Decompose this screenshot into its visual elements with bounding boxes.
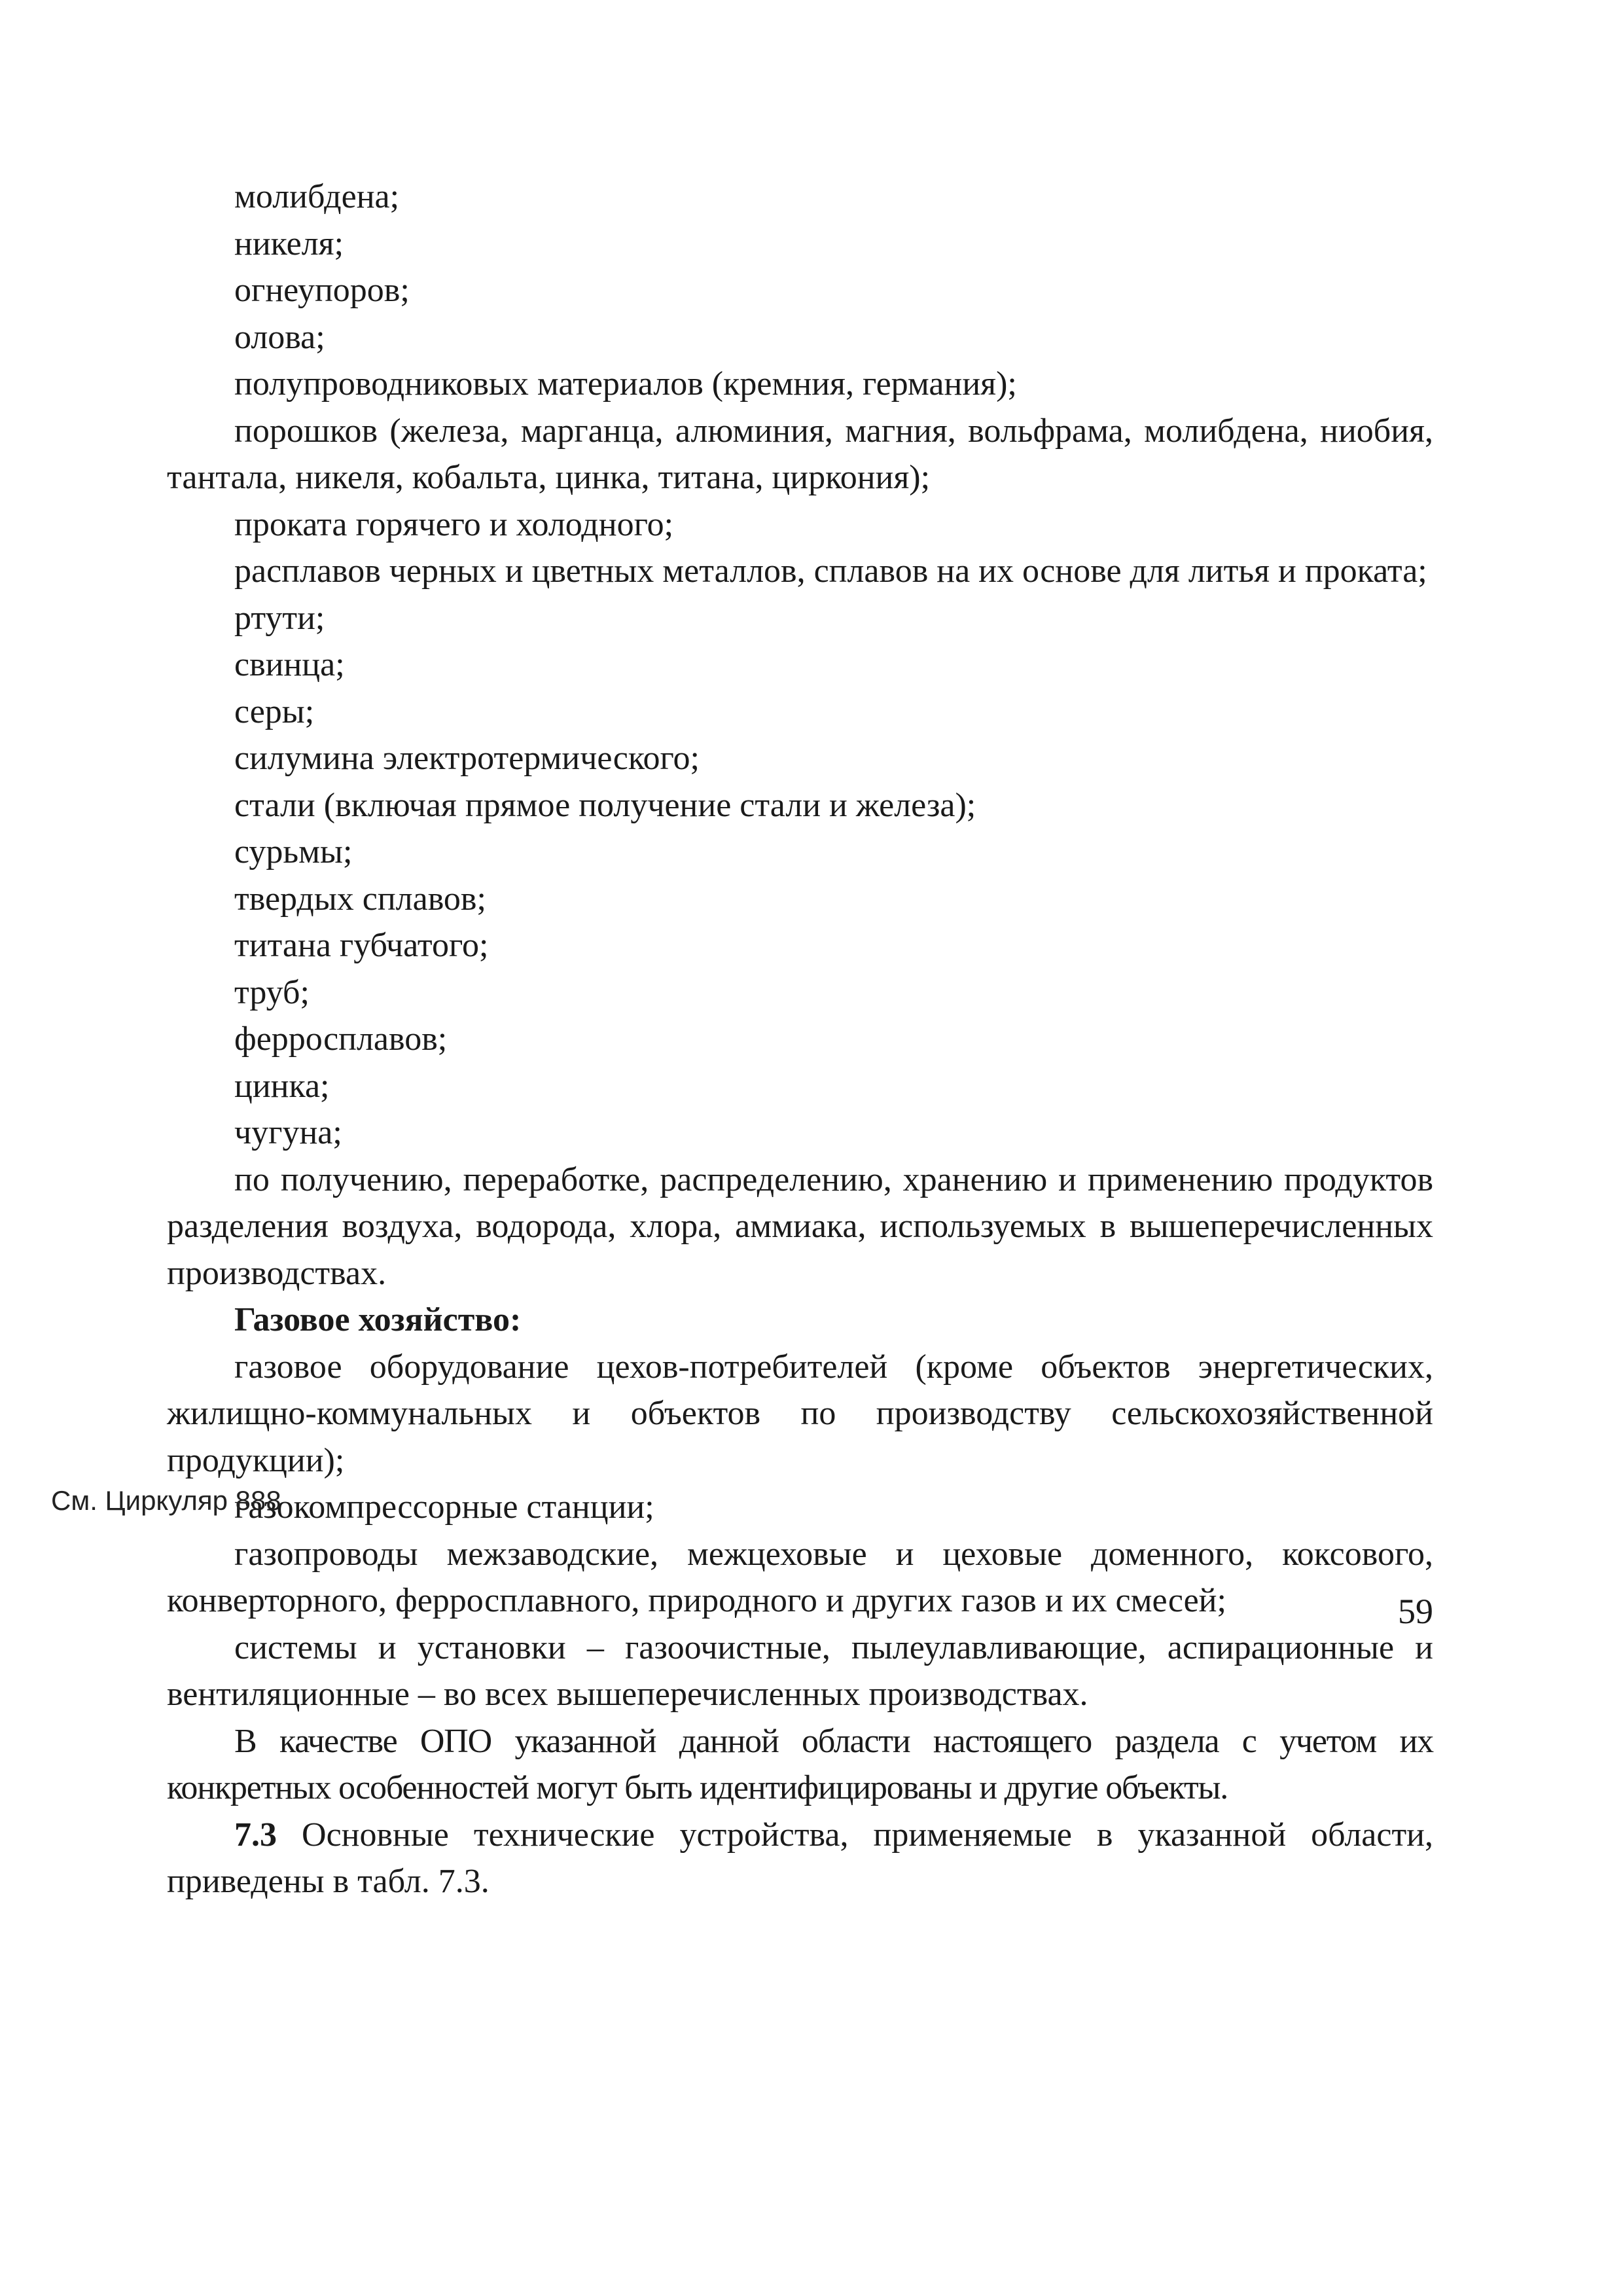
closing-paragraph: В качестве ОПО указанной данной области настоящего раздела с учетом их конкретных особенностей могут быть идентифицированы и другие объекты. bbox=[167, 1722, 1433, 1806]
section-number: 7.3 bbox=[234, 1816, 277, 1854]
section-text: Основные технические устройства, применяемые в указанной области, приведены в табл. 7.3. bbox=[167, 1816, 1433, 1900]
list-item: чугуна; bbox=[234, 1114, 342, 1151]
gas-list-item: системы и установки – газоочистные, пылеулавливающие, аспирационные и вентиляционные – во всех вышеперечисленных производствах. bbox=[167, 1628, 1433, 1713]
list-item: сурьмы; bbox=[234, 833, 353, 870]
list-item: олова; bbox=[234, 318, 325, 356]
gas-list-item: газовое оборудование цехов-потребителей (кроме объектов энергетических, жилищно-коммунальных и объектов по производству сельскохозяйственной продукции); bbox=[167, 1348, 1433, 1479]
list-item: по получению, переработке, распределению, хранению и применению продуктов разделения воздуха, водорода, хлора, аммиака, используемых в вышеперечисленных производствах. bbox=[167, 1160, 1433, 1292]
list-item: проката горячего и холодного; bbox=[234, 505, 674, 543]
list-item: стали (включая прямое получение стали и железа); bbox=[234, 786, 976, 824]
list-item: труб; bbox=[234, 973, 310, 1011]
list-item: цинка; bbox=[234, 1067, 330, 1105]
list-item: свинца; bbox=[234, 646, 345, 683]
list-item: серы; bbox=[234, 692, 315, 730]
gas-list-item: газокомпрессорные станции; bbox=[234, 1488, 654, 1526]
section-7-3-paragraph bbox=[167, 1812, 1433, 1905]
list-item: ферросплавов; bbox=[234, 1020, 448, 1058]
gas-list-item: газопроводы межзаводские, межцеховые и цеховые доменного, коксового, конверторного, ферросплавного, природного и других газов и их смесей; bbox=[167, 1535, 1433, 1619]
list-item: молибдена; bbox=[234, 178, 400, 215]
list-item: порошков (железа, марганца, алюминия, магния, вольфрама, молибдена, ниобия, тантала, никеля, кобальта, цинка, титана, циркония); bbox=[167, 412, 1433, 496]
list-item: полупроводниковых материалов (кремния, германия); bbox=[234, 365, 1017, 403]
list-item: силумина электротермического; bbox=[234, 740, 700, 777]
footnote: См. Циркуляр 888 bbox=[51, 1485, 281, 1516]
list-item: твердых сплавов; bbox=[234, 880, 486, 918]
list-item: никеля; bbox=[234, 224, 344, 262]
list-item: расплавов черных и цветных металлов, сплавов на их основе для литья и проката; bbox=[234, 552, 1427, 590]
gas-section-heading: Газовое хозяйство: bbox=[234, 1301, 522, 1338]
list-item: ртути; bbox=[234, 599, 325, 637]
page-body bbox=[167, 173, 1433, 1905]
list-item: огнеупоров; bbox=[234, 272, 410, 309]
list-item: титана губчатого; bbox=[234, 927, 489, 964]
page-number: 59 bbox=[1398, 1592, 1433, 1631]
